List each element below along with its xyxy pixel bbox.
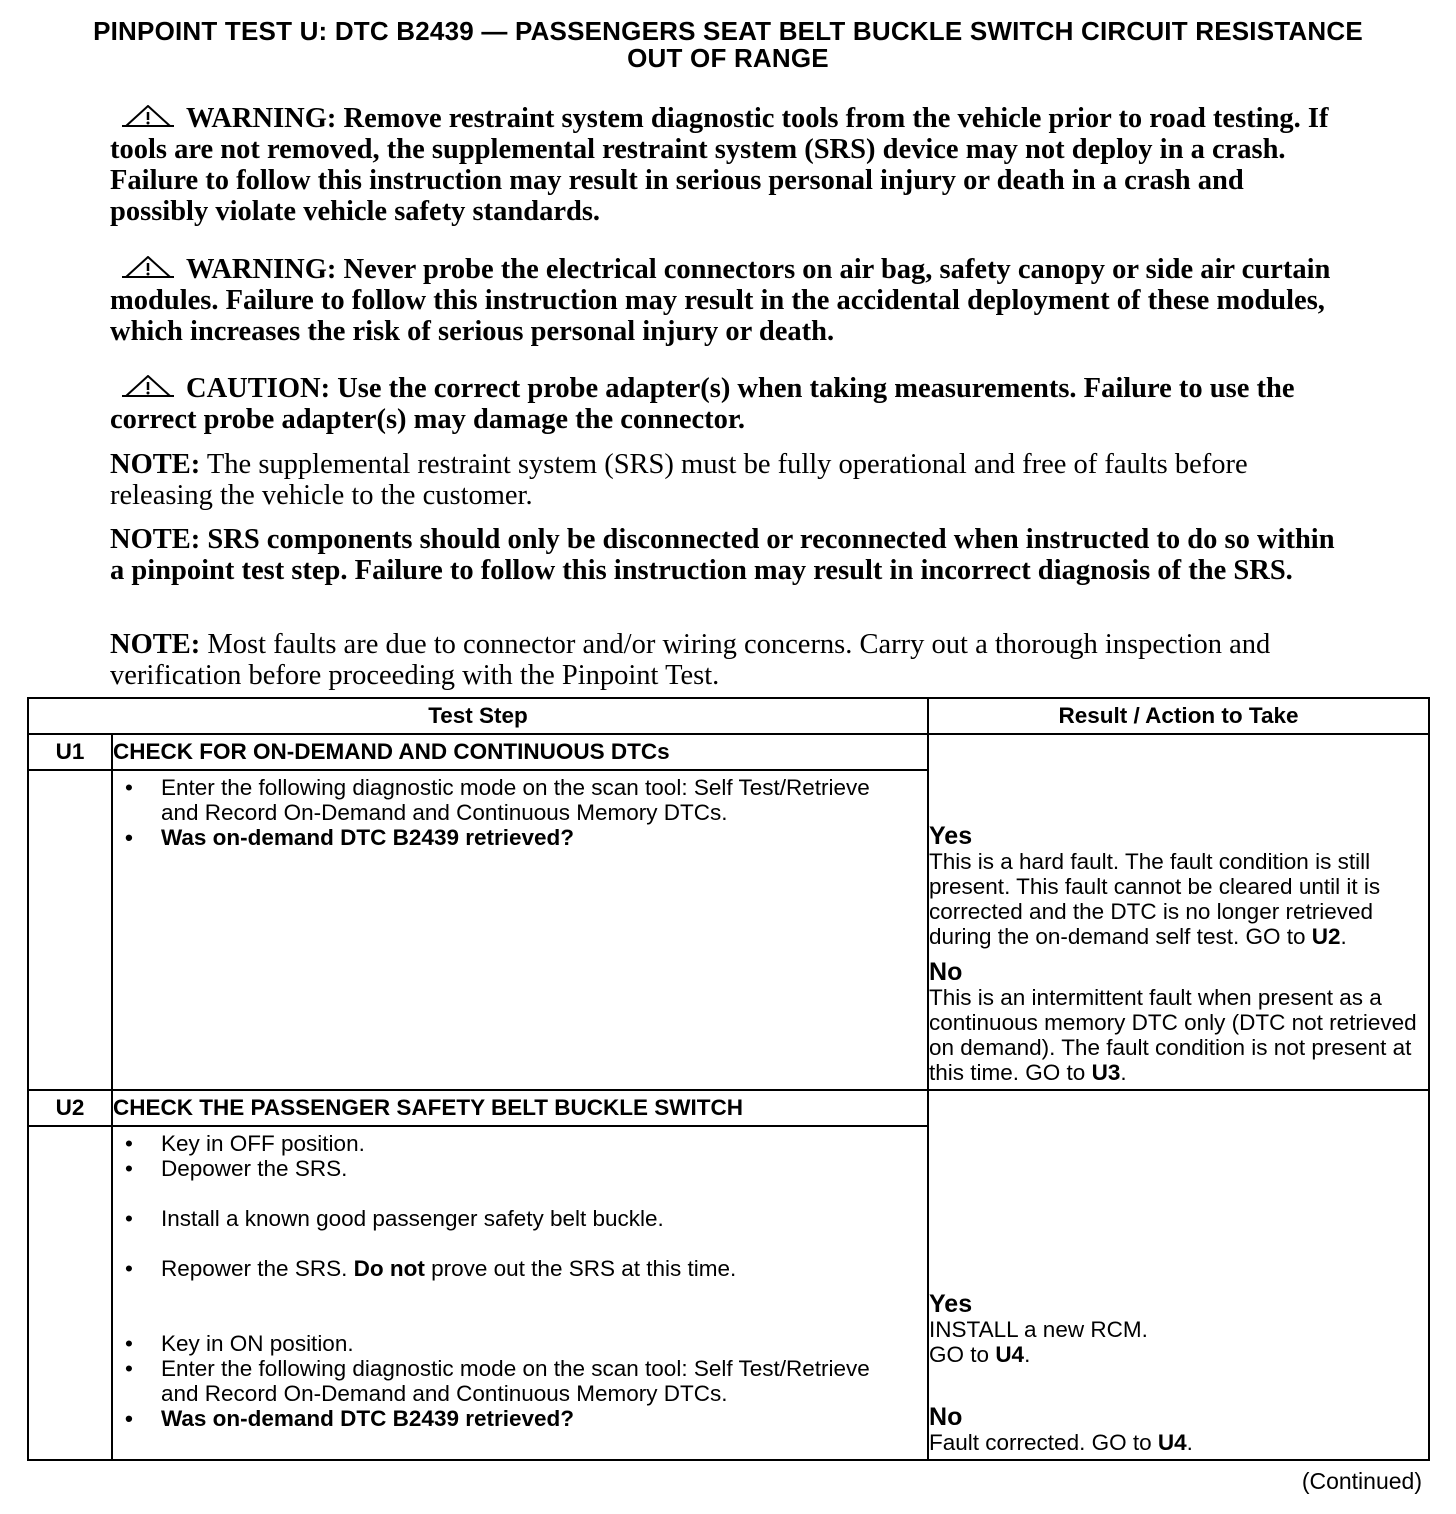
continued-label: (Continued) — [1301, 1468, 1422, 1494]
step-result: Yes This is a hard fault. The fault condition is still present. This fault cannot be cleared until it is corrected and the DTC is no longer retrieved during the on-demand self test. GO to U2. No This is an intermittent fault when present as a continuous memory DTC only (DTC not retrieved on demand). The fault condition is not present at this time. GO to U3. — [928, 734, 1429, 1090]
repower-tail: prove out the SRS at this time. — [431, 1256, 737, 1281]
column-header-result: Result / Action to Take — [928, 698, 1429, 734]
repower-text: Repower the SRS. — [161, 1256, 348, 1281]
table-row — [28, 734, 1429, 770]
note-text: The supplemental restraint system (SRS) must be fully operational and free of faults before releasing the vehicle to the customer. — [110, 449, 1248, 511]
no-text: This is an intermittent fault when present as a continuous memory DTC only (DTC not retrieved on demand). The fault condition is not present at this time. GO to — [929, 985, 1417, 1085]
table-row — [28, 1090, 1429, 1126]
no-text: Fault corrected. GO to — [929, 1430, 1152, 1455]
step-actions — [112, 770, 928, 1090]
yes-ref: U2 — [1311, 924, 1341, 949]
step-id: U2 — [28, 1090, 112, 1126]
warning-text: Never probe the electrical connectors on air bag, safety canopy or side air curtain modules. Failure to follow this instruction may result in the accidental deployment of these modules, which increases the risk of serious personal injury or death. — [110, 254, 1331, 347]
note-label: NOTE: — [110, 524, 201, 555]
list-item — [113, 1256, 897, 1281]
list-item: • Was on-demand DTC B2439 retrieved? — [113, 825, 897, 850]
pinpoint-test-table — [27, 697, 1430, 1461]
title-line-2: OUT OF RANGE — [627, 43, 829, 73]
note-operational — [110, 449, 1340, 511]
yes-line-2: GO to — [929, 1342, 990, 1367]
warning-triangle-icon — [122, 105, 180, 127]
yes-ref: U4 — [995, 1342, 1025, 1367]
note-disconnect — [110, 524, 1340, 586]
no-ref: U3 — [1091, 1060, 1121, 1085]
warning-text: Remove restraint system diagnostic tools from the vehicle prior to road testing. If tools are not removed, the supplemental restraint system (SRS) device may not deploy in a crash. Failure to follow this instruction may result in serious personal injury or death in a crash and possibly violate vehicle safety standards. — [110, 103, 1329, 227]
title-line-1: PINPOINT TEST U: DTC B2439 — PASSENGERS SEAT BELT BUCKLE SWITCH CIRCUIT RESISTANCE — [93, 16, 1363, 46]
warning-label: WARNING: — [186, 254, 337, 285]
note-faults — [110, 629, 1340, 691]
warning-triangle-icon — [122, 375, 180, 397]
list-item: • Enter the following diagnostic mode on the scan tool: Self Test/Retrieve and Record On-Demand and Continuous Memory DTCs. — [113, 1356, 897, 1406]
no-ref: U4 — [1157, 1430, 1187, 1455]
caution-label: CAUTION: — [186, 373, 331, 404]
step-result: Yes INSTALL a new RCM. GO to U4. No Fault corrected. GO to U4. — [928, 1090, 1429, 1460]
no-label: No — [929, 1403, 963, 1431]
warning-triangle-icon — [122, 256, 180, 278]
column-header-test-step: Test Step — [28, 698, 928, 734]
yes-text: This is a hard fault. The fault condition is still present. This fault cannot be cleared until it is corrected and the DTC is no longer retrieved during the on-demand self test. GO to — [929, 849, 1381, 949]
note-text: SRS components should only be disconnected or reconnected when instructed to do so within a pinpoint test step. Failure to follow this instruction may result in incorrect diagnosis of the SRS. — [110, 524, 1335, 586]
caution-adapter — [110, 373, 1340, 435]
table-header-row — [28, 698, 1429, 734]
list-item: • Enter the following diagnostic mode on the scan tool: Self Test/Retrieve and Record On-Demand and Continuous Memory DTCs. — [113, 775, 897, 825]
yes-label: Yes — [929, 1290, 973, 1318]
yes-line-1: INSTALL a new RCM. — [929, 1317, 1148, 1342]
note-text: Most faults are due to connector and/or wiring concerns. Carry out a thorough inspection and verification before proceeding with the Pinpoint Test. — [110, 629, 1271, 691]
step-heading: CHECK THE PASSENGER SAFETY BELT BUCKLE SWITCH — [112, 1090, 928, 1126]
list-item: • Key in OFF position. — [113, 1131, 897, 1156]
yes-label: Yes — [929, 822, 973, 850]
warning-probe — [110, 254, 1340, 347]
note-label: NOTE: — [110, 449, 201, 480]
list-item: • Install a known good passenger safety belt buckle. — [113, 1206, 897, 1231]
warning-label: WARNING: — [186, 103, 337, 134]
list-item: • Key in ON position. — [113, 1331, 897, 1356]
step-id: U1 — [28, 734, 112, 770]
step-actions — [112, 1126, 928, 1460]
list-item: • Was on-demand DTC B2439 retrieved? — [113, 1406, 897, 1431]
repower-bold: Do not — [353, 1256, 425, 1281]
step-heading: CHECK FOR ON-DEMAND AND CONTINUOUS DTCs — [112, 734, 928, 770]
page-title — [20, 18, 1436, 72]
caution-text: Use the correct probe adapter(s) when taking measurements. Failure to use the correct probe adapter(s) may damage the connector. — [110, 373, 1295, 435]
note-label: NOTE: — [110, 629, 201, 660]
warning-roadtest — [110, 103, 1340, 227]
no-label: No — [929, 958, 963, 986]
list-item: • Depower the SRS. — [113, 1156, 897, 1181]
